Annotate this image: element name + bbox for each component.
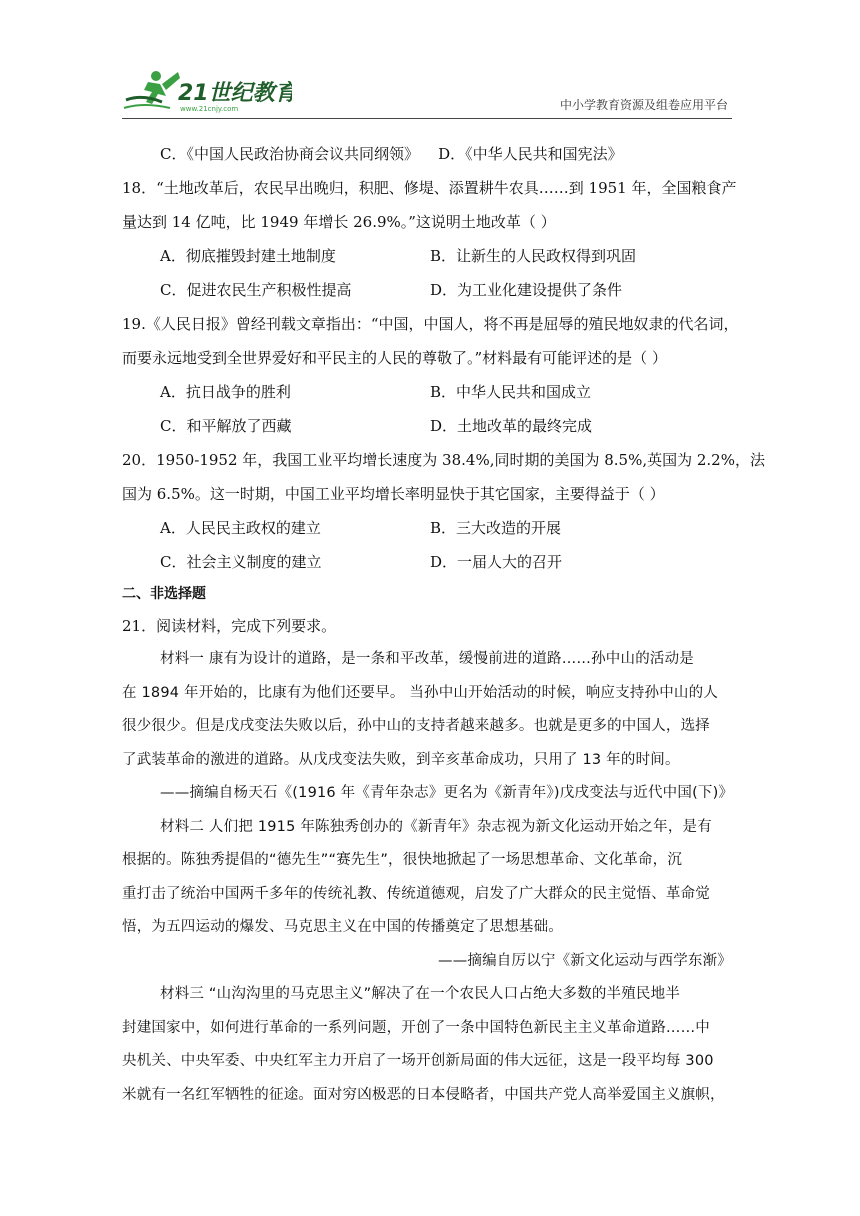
exam-content — [122, 137, 765, 1112]
q20-options-cd — [122, 545, 732, 579]
material1-line: 很少很少。但是戊戌变法失败以后，孙中山的支持者越来越多。也就是更多的中国人，选择 — [122, 718, 710, 734]
q21-stem: 21．阅读材料，完成下列要求。 — [122, 617, 337, 635]
q19-option-b: B．中华人民共和国成立 — [430, 383, 592, 401]
q20-option-c: C．社会主义制度的建立 — [160, 553, 322, 571]
q20-stem-line1: 20．1950-1952 年，我国工业平均增长速度为 38.4%,同时期的美国为 8.5%,英国为 2.2%，法 — [122, 451, 765, 469]
logo-text: 21世纪教育 — [178, 81, 292, 106]
material3-line: 材料三 “山沟沟里的马克思主义”解决了在一个农民人口占绝大多数的半殖民地半 — [160, 986, 681, 1002]
q18-option-a: A．彻底摧毁封建土地制度 — [160, 247, 336, 265]
q20-options-ab — [122, 511, 732, 545]
q19-option-a: A．抗日战争的胜利 — [160, 383, 291, 401]
q18-option-b: B．让新生的人民政权得到巩固 — [430, 247, 637, 265]
site-logo — [122, 66, 292, 114]
q20-option-a: A．人民民主政权的建立 — [160, 519, 321, 537]
material1-source: ——摘编自杨天石《(1916 年《青年杂志》更名为《新青年》)戊戌变法与近代中国(下)》 — [160, 785, 734, 801]
logo-url: www.21cnjy.com — [180, 105, 239, 113]
q19-options-ab — [122, 375, 732, 409]
material2-line: 根据的。陈独秀提倡的“德先生”“赛先生”，很快地掀起了一场思想革命、文化革命，沉 — [122, 852, 683, 868]
material3-line: 米就有一名红军牺牲的征途。面对穷凶极恶的日本侵略者，中国共产党人高举爱国主义旗帜， — [122, 1086, 725, 1103]
material2-line: 材料二 人们把 1915 年陈独秀创办的《新青年》杂志视为新文化运动开始之年，是有 — [160, 818, 712, 835]
q19-options-cd — [122, 409, 732, 443]
q20-stem-line2: 国为 6.5%。这一时期，中国工业平均增长率明显快于其它国家，主要得益于（ ） — [122, 485, 665, 503]
material3-line: 封建国家中，如何进行革命的一系列问题，开创了一条中国特色新民主主义革命道路……中 — [122, 1019, 710, 1036]
q18-options-cd — [122, 273, 732, 307]
q17-option-c: C．《中国人民政治协商会议共同纲领》 — [160, 145, 419, 163]
section-heading-nonchoice: 二、非选择题 — [122, 586, 206, 602]
q19-stem-line1: 19.《人民日报》曾经刊载文章指出：“中国，中国人，将不再是屈辱的殖民地奴隶的代名词， — [122, 315, 739, 333]
q20-option-d: D．一届人大的召开 — [430, 553, 563, 571]
q17-option-d: D．《中华人民共和国宪法》 — [438, 145, 623, 163]
material3-line: 央机关、中央军委、中央红军主力开启了一场开创新局面的伟大远征，这是一段平均每 300 — [122, 1053, 714, 1069]
header-rule — [122, 118, 732, 119]
material2-line: 重打击了统治中国两千多年的传统礼教、传统道德观，启发了广大群众的民主觉悟、革命觉 — [122, 885, 710, 902]
material1-line: 材料一 康有为设计的道路，是一条和平改革，缓慢前进的道路……孙中山的活动是 — [160, 651, 695, 667]
q18-stem-line1: 18．“土地改革后，农民早出晚归，积肥、修堤、添置耕牛农具……到 1951 年，全国粮食产 — [122, 179, 737, 197]
runner-logo-icon — [122, 66, 292, 114]
platform-title: 中小学教育资源及组卷应用平台 — [559, 98, 728, 112]
material2-source: ——摘编自厉以宁《新文化运动与西学东渐》 — [438, 952, 732, 969]
q18-option-c: C．促进农民生产积极性提高 — [160, 281, 352, 299]
q19-option-d: D．土地改革的最终完成 — [430, 417, 593, 435]
q18-option-d: D．为工业化建设提供了条件 — [430, 281, 623, 299]
q17-options-cd — [122, 137, 732, 171]
material1-line: 了武装革命的激进的道路。从戊戌变法失败，到辛亥革命成功，只用了 13 年的时间。 — [122, 751, 680, 768]
q20-option-b: B．三大改造的开展 — [430, 519, 562, 537]
page-header — [0, 0, 860, 120]
q19-stem-line2: 而要永远地受到全世界爱好和平民主的人民的尊敬了。”材料最有可能评述的是（ ） — [122, 349, 667, 367]
q19-option-c: C．和平解放了西藏 — [160, 417, 292, 435]
q18-options-ab — [122, 239, 732, 273]
q18-stem-line2: 量达到 14 亿吨，比 1949 年增长 26.9%。”这说明土地改革（ ） — [122, 213, 556, 231]
material2-line: 悟，为五四运动的爆发、马克思主义在中国的传播奠定了思想基础。 — [122, 919, 563, 935]
material1-line: 在 1894 年开始的，比康有为他们还要早。 当孙中山开始活动的时候，响应支持孙中山的人 — [122, 684, 719, 701]
